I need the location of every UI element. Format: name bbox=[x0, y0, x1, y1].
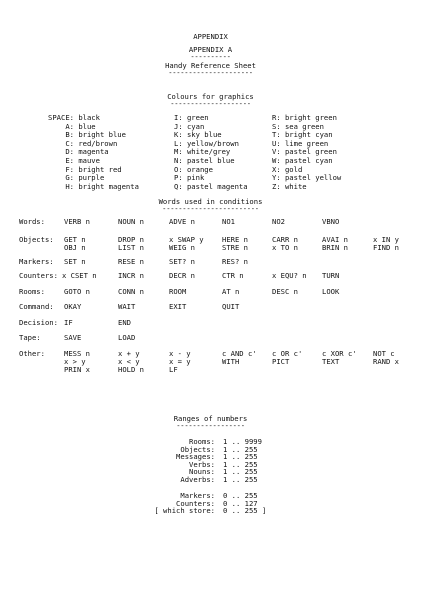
condition-word: TEXT bbox=[322, 356, 340, 366]
condition-word: CONN n bbox=[118, 287, 144, 296]
range-value: 0 .. 255 bbox=[223, 491, 258, 500]
condition-word: EXIT bbox=[169, 302, 187, 311]
range-label: Adverbs: bbox=[180, 475, 215, 484]
condition-word: QUIT bbox=[222, 302, 240, 311]
range-label: Objects: bbox=[180, 444, 215, 454]
word-category-label: Words: bbox=[19, 217, 45, 226]
condition-word: HERE n bbox=[222, 235, 248, 244]
colour-key: F: bbox=[65, 164, 74, 174]
condition-word: WAIT bbox=[118, 302, 136, 311]
condition-word: c XOR c' bbox=[322, 349, 357, 358]
colour-key: B: bbox=[65, 130, 74, 140]
appendix-a-underline: ---------- bbox=[190, 52, 231, 61]
colours-underline: -------------------- bbox=[170, 99, 251, 108]
condition-word: HOLD n bbox=[118, 364, 144, 374]
colour-value: mauve bbox=[74, 156, 100, 165]
words-title: Words used in conditions bbox=[158, 197, 263, 206]
condition-word: x < y bbox=[118, 356, 140, 366]
condition-word: PRIN x bbox=[64, 364, 90, 374]
condition-word: NOT c bbox=[373, 349, 395, 358]
colour-entry: X: gold bbox=[272, 164, 303, 174]
colour-entry: I: green bbox=[174, 113, 209, 122]
condition-word: WITH bbox=[222, 356, 240, 366]
range-value: 1 .. 255 bbox=[223, 444, 258, 454]
range-label: Messages: bbox=[176, 452, 215, 462]
condition-word: NO2 bbox=[272, 217, 285, 226]
colour-key: G: bbox=[65, 173, 74, 183]
condition-word: x EQU? n bbox=[272, 271, 307, 280]
words-underline: ------------------------ bbox=[162, 204, 259, 213]
colour-entry: S: sea green bbox=[272, 121, 324, 131]
condition-word: LOOK bbox=[322, 287, 340, 296]
condition-word: LF bbox=[169, 364, 178, 374]
ranges-underline: ----------------- bbox=[176, 421, 245, 430]
colour-entry: O: orange bbox=[174, 164, 213, 174]
word-category-label: Tape: bbox=[19, 333, 41, 342]
colour-entry: K: sky blue bbox=[174, 130, 222, 140]
colour-entry: Z: white bbox=[272, 181, 307, 191]
range-label: Counters: bbox=[176, 498, 215, 508]
range-value: 1 .. 255 bbox=[223, 452, 258, 462]
condition-word: IF bbox=[64, 318, 73, 327]
colour-key: D: bbox=[65, 147, 74, 157]
range-label: Rooms: bbox=[189, 437, 215, 446]
word-category-label: Other: bbox=[19, 349, 45, 358]
condition-word: x IN y bbox=[373, 235, 399, 244]
colour-value: bright magenta bbox=[74, 181, 139, 191]
colour-entry: N: pastel blue bbox=[174, 156, 235, 165]
sheet-title: Handy Reference Sheet bbox=[165, 61, 256, 70]
colour-value: red/brown bbox=[74, 138, 118, 148]
appendix-a-heading: APPENDIX A bbox=[188, 45, 233, 54]
word-category-label: Objects: bbox=[19, 235, 54, 244]
condition-word: LOAD bbox=[118, 333, 136, 342]
condition-word: BRIN n bbox=[322, 242, 348, 252]
condition-word: AT n bbox=[222, 287, 240, 296]
condition-word: x TO n bbox=[272, 242, 298, 252]
word-category-label: Decision: bbox=[19, 318, 58, 327]
condition-word: FIND n bbox=[373, 242, 399, 252]
colour-key: SPACE: bbox=[48, 113, 74, 122]
condition-word: DECR n bbox=[169, 271, 195, 280]
condition-word: SAVE bbox=[64, 333, 82, 342]
colour-entry: M: white/grey bbox=[174, 147, 231, 157]
word-category-label: Counters: bbox=[19, 271, 58, 280]
colour-entry: L: yellow/brown bbox=[174, 138, 239, 148]
colour-entry: Y: pastel yellow bbox=[272, 173, 342, 183]
condition-word: DROP n bbox=[118, 235, 144, 244]
range-label: Nouns: bbox=[189, 467, 215, 477]
condition-word: x SWAP y bbox=[169, 235, 204, 244]
word-category-label: Command: bbox=[19, 302, 54, 311]
colour-value: bright blue bbox=[74, 130, 126, 140]
condition-word: RESE n bbox=[118, 257, 144, 266]
colour-entry: V: pastel green bbox=[272, 147, 337, 157]
colour-key: C: bbox=[65, 138, 74, 148]
colour-value: blue bbox=[74, 121, 96, 131]
condition-word: VBNO bbox=[322, 217, 340, 226]
condition-word: NOUN n bbox=[118, 217, 144, 226]
colour-entry: R: bright green bbox=[272, 113, 337, 122]
condition-word: CARR n bbox=[272, 235, 298, 244]
colour-key: H: bbox=[65, 181, 74, 191]
condition-word: c AND c' bbox=[222, 349, 257, 358]
range-value: 0 .. 255 ] bbox=[223, 506, 267, 516]
colour-entry: J: cyan bbox=[174, 121, 205, 131]
colour-value: black bbox=[74, 113, 100, 122]
colour-value: bright red bbox=[74, 164, 122, 174]
condition-word: ADVE n bbox=[169, 217, 195, 226]
condition-word: INCR n bbox=[118, 271, 144, 280]
condition-word: CTR n bbox=[222, 271, 244, 280]
condition-word: END bbox=[118, 318, 131, 327]
condition-word: OBJ n bbox=[64, 242, 86, 252]
range-value: 0 .. 127 bbox=[223, 498, 258, 508]
colour-key: E: bbox=[65, 156, 74, 165]
condition-word: VERB n bbox=[64, 217, 90, 226]
condition-word: AVAI n bbox=[322, 235, 348, 244]
colour-entry: U: lime green bbox=[272, 138, 329, 148]
condition-word: c OR c' bbox=[272, 349, 303, 358]
condition-word: RAND x bbox=[373, 356, 399, 366]
word-category-label: Markers: bbox=[19, 257, 54, 266]
colour-value: magenta bbox=[74, 147, 109, 157]
colour-entry: P: pink bbox=[174, 173, 205, 183]
condition-word: ROOM bbox=[169, 287, 187, 296]
range-label: [ which store: bbox=[154, 506, 215, 516]
range-value: 1 .. 255 bbox=[223, 467, 258, 477]
condition-word: x + y bbox=[118, 349, 140, 358]
ranges-title: Ranges of numbers bbox=[173, 414, 248, 423]
colour-key: A: bbox=[65, 121, 74, 131]
condition-word: x > y bbox=[64, 356, 86, 366]
condition-word: WEIG n bbox=[169, 242, 195, 252]
condition-word: x - y bbox=[169, 349, 191, 358]
condition-word: TURN bbox=[322, 271, 340, 280]
condition-word: GET n bbox=[64, 235, 86, 244]
condition-word: x CSET n bbox=[62, 271, 97, 280]
condition-word: SET n bbox=[64, 257, 86, 266]
condition-word: SET? n bbox=[169, 257, 195, 266]
condition-word: OKAY bbox=[64, 302, 82, 311]
condition-word: x = y bbox=[169, 356, 191, 366]
range-label: Markers: bbox=[180, 491, 215, 500]
range-value: 1 .. 9999 bbox=[223, 437, 262, 446]
condition-word: STRE n bbox=[222, 242, 248, 252]
range-value: 1 .. 255 bbox=[223, 475, 258, 484]
word-category-label: Rooms: bbox=[19, 287, 45, 296]
range-label: Verbs: bbox=[189, 459, 215, 469]
condition-word: GOTO n bbox=[64, 287, 90, 296]
sheet-title-underline: --------------------- bbox=[168, 68, 253, 77]
condition-word: DESC n bbox=[272, 287, 298, 296]
condition-word: MESS n bbox=[64, 349, 90, 358]
colour-entry: Q: pastel magenta bbox=[174, 181, 248, 191]
condition-word: PICT bbox=[272, 356, 290, 366]
range-value: 1 .. 255 bbox=[223, 459, 258, 469]
condition-word: RES? n bbox=[222, 257, 248, 266]
colour-entry: W: pastel cyan bbox=[272, 156, 333, 165]
condition-word: LIST n bbox=[118, 242, 144, 252]
appendix-heading: APPENDIX bbox=[193, 32, 228, 41]
condition-word: NO1 bbox=[222, 217, 235, 226]
colours-title: Colours for graphics bbox=[167, 92, 254, 101]
colour-value: purple bbox=[74, 173, 105, 183]
colour-entry: T: bright cyan bbox=[272, 130, 333, 140]
